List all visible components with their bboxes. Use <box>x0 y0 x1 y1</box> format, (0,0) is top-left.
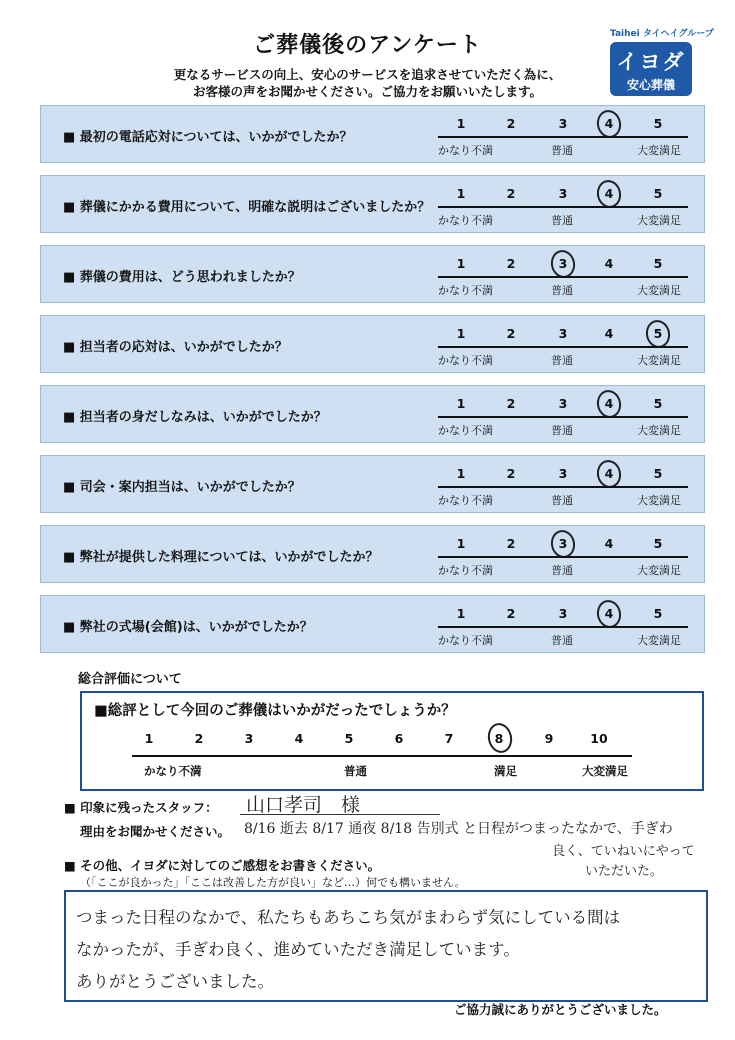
scale-label-high: 大変満足 <box>637 214 681 227</box>
question-row <box>40 455 705 513</box>
overall-scale-option[interactable]: 7 <box>444 731 454 746</box>
reason-line-3: いただいた。 <box>585 864 664 879</box>
scale-option[interactable]: 5 <box>653 536 663 551</box>
scale-option[interactable]: 5 <box>653 396 663 411</box>
overall-label-mid: 普通 <box>344 764 367 778</box>
scale-line <box>438 556 688 558</box>
reason-label: 理由をお聞かせください。 <box>80 824 231 839</box>
overall-label-satisfied: 満足 <box>494 764 517 778</box>
staff-name-underline <box>240 814 440 815</box>
scale-label-mid: 普通 <box>551 354 573 367</box>
scale-label-low: かなり不満 <box>438 634 493 647</box>
logo-main-text: イヨダ <box>616 50 686 74</box>
scale-option[interactable]: 5 <box>653 466 663 481</box>
scale-option[interactable]: 1 <box>456 536 466 551</box>
scale-label-low: かなり不満 <box>438 494 493 507</box>
scale-label-mid: 普通 <box>551 144 573 157</box>
comments-hint: （「ここが良かった」「ここは改善した方が良い」など…）何でも構いません。 <box>80 876 466 889</box>
scale-option[interactable]: 4 <box>604 186 614 201</box>
scale-label-low: かなり不満 <box>438 144 493 157</box>
scale-label-low: かなり不満 <box>438 564 493 577</box>
scale-line <box>438 276 688 278</box>
company-logo <box>610 26 714 98</box>
scale-option[interactable]: 2 <box>506 186 516 201</box>
question-text: ■ 担当者の応対は、いかがでしたか？ <box>63 340 288 355</box>
scale-label-mid: 普通 <box>551 564 573 577</box>
question-row <box>40 525 705 583</box>
scale-line <box>438 416 688 418</box>
question-text: ■ 葬儀にかかる費用について、明確な説明はございましたか？ <box>63 200 431 215</box>
overall-scale-option[interactable]: 6 <box>394 731 404 746</box>
scale-option[interactable]: 5 <box>653 606 663 621</box>
overall-label-high: 大変満足 <box>582 764 628 778</box>
overall-scale-option[interactable]: 2 <box>194 731 204 746</box>
scale-option[interactable]: 4 <box>604 326 614 341</box>
scale-option[interactable]: 5 <box>653 256 663 271</box>
overall-selected-circle <box>485 721 515 755</box>
scale-line <box>438 136 688 138</box>
scale-label-mid: 普通 <box>551 214 573 227</box>
scale-label-high: 大変満足 <box>637 634 681 647</box>
scale-label-low: かなり不満 <box>438 424 493 437</box>
overall-scale-option[interactable]: 1 <box>144 731 154 746</box>
scale-option[interactable]: 2 <box>506 536 516 551</box>
scale-option[interactable]: 4 <box>604 116 614 131</box>
scale-option[interactable]: 5 <box>653 116 663 131</box>
scale-option[interactable]: 1 <box>456 396 466 411</box>
intro-line-1: 更なるサービスの向上、安心のサービスを追求させていただく為に、 <box>173 67 562 82</box>
scale-option[interactable]: 4 <box>604 536 614 551</box>
question-text: ■ 司会・案内担当は、いかがでしたか？ <box>63 480 301 495</box>
scale-option[interactable]: 3 <box>558 466 568 481</box>
scale-label-high: 大変満足 <box>637 424 681 437</box>
question-row <box>40 175 705 233</box>
scale-label-low: かなり不満 <box>438 354 493 367</box>
footer-thanks: ご協力誠にありがとうございました。 <box>454 1002 667 1017</box>
scale-option[interactable]: 2 <box>506 466 516 481</box>
overall-scale-line <box>132 755 632 757</box>
overall-scale-option[interactable]: 10 <box>590 731 608 746</box>
scale-option[interactable]: 4 <box>604 466 614 481</box>
scale-line <box>438 346 688 348</box>
question-text: ■ 弊社の式場(会館)は、いかがでしたか？ <box>63 620 313 635</box>
scale-option[interactable]: 2 <box>506 606 516 621</box>
overall-section-title: 総合評価について <box>78 672 182 687</box>
staff-label: ■ 印象に残ったスタッフ： <box>64 800 218 815</box>
scale-label-high: 大変満足 <box>637 564 681 577</box>
scale-option[interactable]: 1 <box>456 256 466 271</box>
overall-question: ■総評として今回のご葬儀はいかがだったでしょうか？ <box>94 703 456 719</box>
scale-option[interactable]: 3 <box>558 256 568 271</box>
question-row <box>40 315 705 373</box>
scale-line <box>438 206 688 208</box>
question-row <box>40 105 705 163</box>
comment-line-1: つまった日程のなかで、私たちもあちこち気がまわらず気にしている間は <box>76 908 621 927</box>
scale-label-low: かなり不満 <box>438 214 493 227</box>
scale-line <box>438 486 688 488</box>
scale-option[interactable]: 2 <box>506 256 516 271</box>
scale-option[interactable]: 4 <box>604 396 614 411</box>
scale-label-high: 大変満足 <box>637 354 681 367</box>
scale-option[interactable]: 1 <box>456 606 466 621</box>
scale-option[interactable]: 3 <box>558 116 568 131</box>
overall-question-box <box>80 691 704 791</box>
logo-badge <box>610 42 692 96</box>
overall-scale-option[interactable]: 4 <box>294 731 304 746</box>
scale-option[interactable]: 3 <box>558 396 568 411</box>
reason-line-1: 8/16 逝去 8/17 通夜 8/18 告別式 と日程がつまったなかで、手ぎわ <box>244 821 673 837</box>
scale-option[interactable]: 4 <box>604 606 614 621</box>
scale-option[interactable]: 5 <box>653 186 663 201</box>
overall-label-low: かなり不満 <box>144 764 202 778</box>
intro-line-2: お客様の声をお聞かせください。ご協力をお願いいたします。 <box>192 84 542 99</box>
question-text: ■ 弊社が提供した料理については、いかがでしたか？ <box>63 550 379 565</box>
question-text: ■ 葬儀の費用は、どう思われましたか？ <box>63 270 301 285</box>
question-text: ■ 担当者の身だしなみは、いかがでしたか？ <box>63 410 327 425</box>
scale-label-low: かなり不満 <box>438 284 493 297</box>
scale-option[interactable]: 3 <box>558 606 568 621</box>
scale-label-mid: 普通 <box>551 634 573 647</box>
scale-label-mid: 普通 <box>551 424 573 437</box>
scale-option[interactable]: 2 <box>506 116 516 131</box>
question-row <box>40 245 705 303</box>
comment-line-2: なかったが、手ぎわ良く、進めていただき満足しています。 <box>76 940 520 959</box>
scale-option[interactable]: 4 <box>604 256 614 271</box>
scale-option[interactable]: 2 <box>506 396 516 411</box>
question-text: ■ 最初の電話応対については、いかがでしたか？ <box>63 130 353 145</box>
comments-box <box>64 890 708 1002</box>
scale-line <box>438 626 688 628</box>
scale-option[interactable]: 2 <box>506 326 516 341</box>
scale-label-high: 大変満足 <box>637 494 681 507</box>
scale-option[interactable]: 3 <box>558 536 568 551</box>
scale-option[interactable]: 1 <box>456 116 466 131</box>
reason-line-2: 良く、ていねいにやって <box>552 844 695 859</box>
overall-scale-option[interactable]: 8 <box>494 731 504 746</box>
staff-name: 山口孝司 様 <box>246 794 361 816</box>
question-row <box>40 595 705 653</box>
overall-scale-option[interactable]: 9 <box>544 731 554 746</box>
scale-option[interactable]: 5 <box>653 326 663 341</box>
comment-line-3: ありがとうございました。 <box>76 972 274 991</box>
question-row <box>40 385 705 443</box>
logo-sub-text: 安心葬儀 <box>626 78 675 92</box>
scale-option[interactable]: 1 <box>456 186 466 201</box>
scale-option[interactable]: 3 <box>558 326 568 341</box>
scale-label-high: 大変満足 <box>637 284 681 297</box>
scale-option[interactable]: 1 <box>456 466 466 481</box>
overall-scale-option[interactable]: 5 <box>344 731 354 746</box>
logo-group-name: Taihei タイヘイグループ <box>610 29 714 39</box>
scale-option[interactable]: 3 <box>558 186 568 201</box>
comments-label: ■ その他、イヨダに対してのご感想をお書きください。 <box>64 858 381 873</box>
scale-label-mid: 普通 <box>551 284 573 297</box>
scale-label-mid: 普通 <box>551 494 573 507</box>
survey-title: ご葬儀後のアンケート <box>253 33 482 58</box>
overall-scale-option[interactable]: 3 <box>244 731 254 746</box>
scale-option[interactable]: 1 <box>456 326 466 341</box>
scale-label-high: 大変満足 <box>637 144 681 157</box>
